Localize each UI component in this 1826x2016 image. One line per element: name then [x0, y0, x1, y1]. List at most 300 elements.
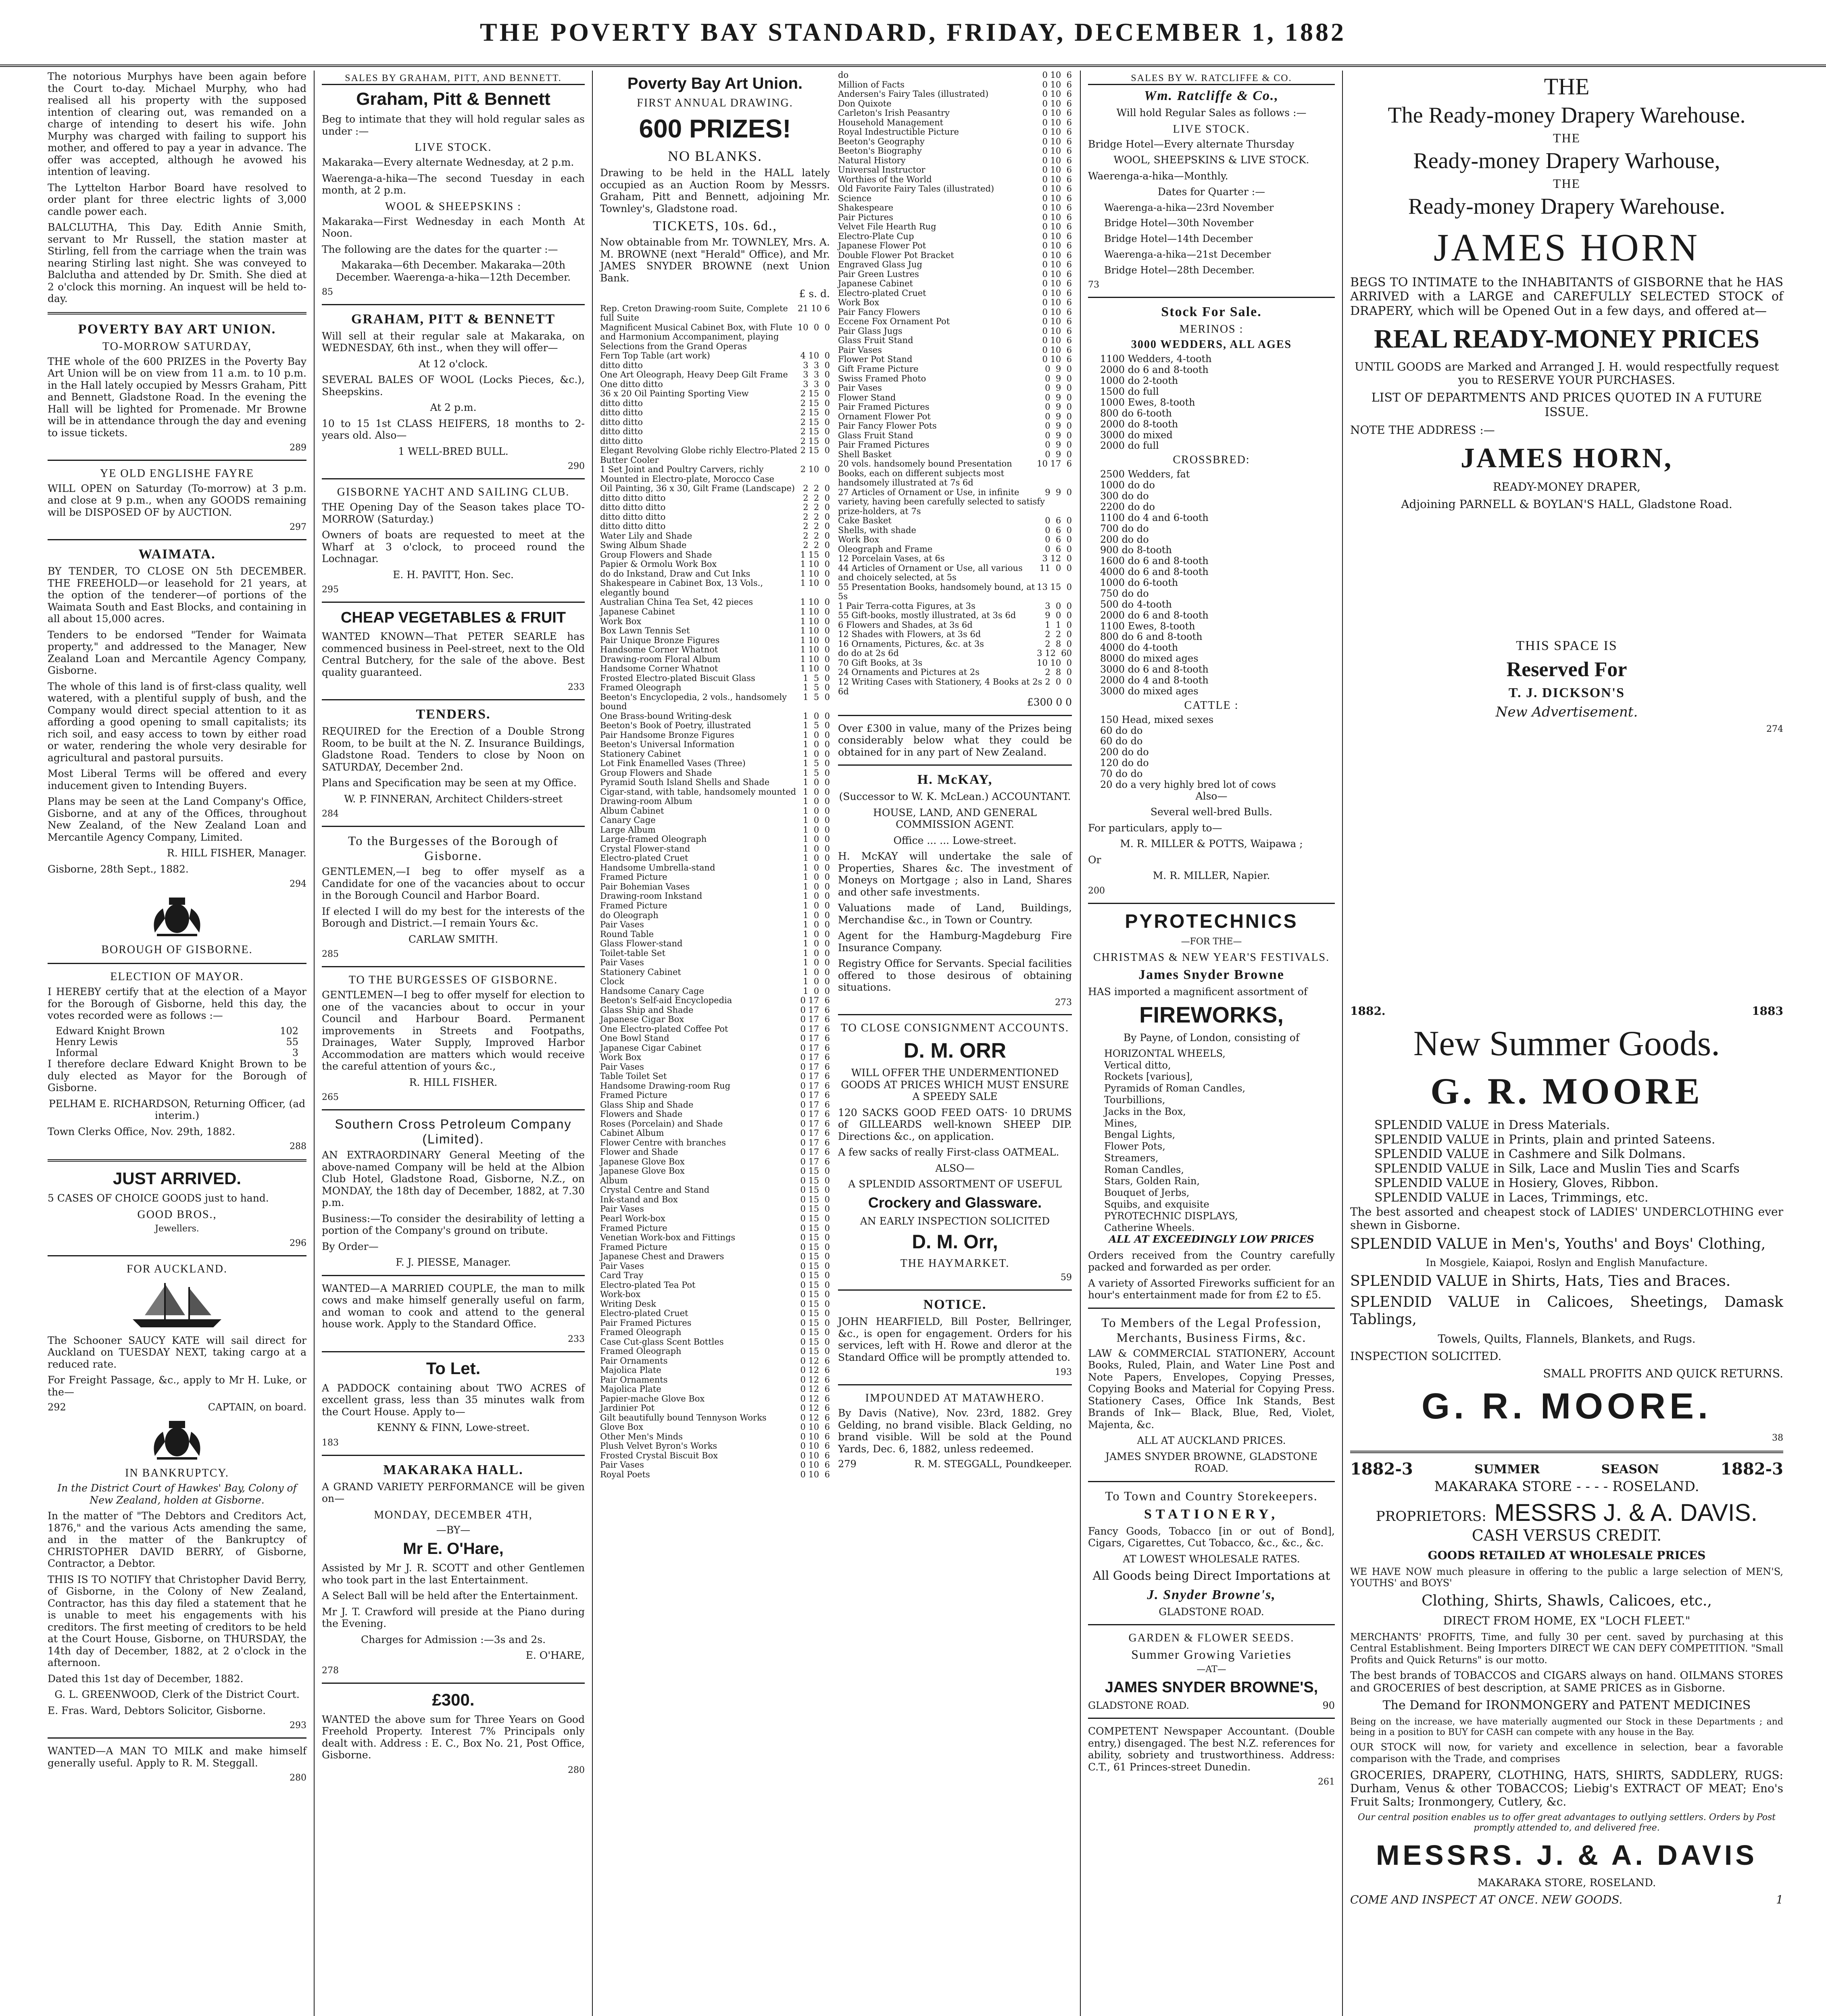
pyro-item: Jacks in the Box,	[1104, 1106, 1186, 1117]
let-sign: KENNY & FINN, Lowe-street.	[377, 1422, 530, 1434]
prize-row	[838, 108, 1072, 118]
prize-item: 70 Gift Books, at 3s	[838, 658, 923, 668]
prize-item: Flower Centre with branches	[600, 1137, 726, 1148]
prize-price: 1 0 0	[803, 967, 830, 977]
prize-row	[600, 1271, 830, 1281]
prize-item: Work Box	[838, 298, 880, 308]
stock-row: 60 do do	[1100, 735, 1143, 747]
fayre-no: 297	[290, 522, 306, 533]
prize-price: 1 10 0	[800, 654, 830, 664]
prize-price: 0 10 6	[1042, 335, 1072, 346]
prize-price: 1 0 0	[803, 777, 830, 787]
prize-row	[838, 260, 1072, 270]
pyro-item: Roman Candles,	[1104, 1164, 1184, 1175]
prize-row	[600, 1328, 830, 1337]
artunion-tickets-body: Now obtainable from Mr. TOWNLEY, Mrs. A. M. BROWNE (next "Herald" Office), and Mr. JAMES SNYDER BROWNE (next Union Bank.	[600, 236, 830, 284]
prize-item: Oil Painting, 36 x 30, Gilt Frame (Landscape)	[600, 483, 795, 494]
garden-addr: GLADSTONE ROAD.	[1088, 1700, 1190, 1712]
prize-row	[838, 137, 1072, 147]
prize-row	[600, 1185, 830, 1195]
auckland-body2: For Freight Passage, &c., apply to Mr H. Luke, or the—	[48, 1374, 306, 1398]
prize-price: 0 17 6	[800, 1043, 830, 1053]
prize-row	[600, 1043, 830, 1053]
prize-row	[600, 1385, 830, 1394]
prize-price: 0 10 6	[1042, 108, 1072, 118]
cattle-no: 200	[1088, 885, 1105, 896]
divider	[48, 1159, 306, 1162]
prize-item: 44 Articles of Ornament or Use, all various and choicely selected, at 5s	[838, 563, 1023, 583]
prize-row	[600, 1422, 830, 1432]
tenders-no: 284	[322, 809, 339, 819]
prize-item: 1 Pair Terra-cotta Figures, at 3s	[838, 601, 976, 611]
royal-crest-icon	[147, 894, 207, 939]
prize-price: 0 10 6	[1042, 203, 1072, 213]
prize-row	[600, 731, 830, 740]
prize-row	[838, 118, 1072, 128]
waimata-title: WAIMATA.	[138, 547, 216, 562]
prize-row	[600, 427, 830, 437]
davis-demand: The Demand for IRONMONGERY and PATENT MEDICINES	[1382, 1698, 1751, 1713]
prize-price: 0 15 0	[800, 1204, 830, 1214]
prize-item: Beeton's Geography	[838, 136, 925, 146]
prize-price: 0 9 0	[1045, 449, 1072, 459]
prize-price: 0 17 6	[800, 1100, 830, 1110]
garden-title: GARDEN & FLOWER SEEDS.	[1128, 1632, 1294, 1645]
wool-heading: WOOL & SHEEPSKINS :	[385, 200, 521, 213]
prize-price: 1 10 0	[800, 626, 830, 636]
prize-row	[838, 658, 1072, 668]
divider	[1088, 1481, 1335, 1482]
prize-item: Beeton's Universal Information	[600, 739, 735, 750]
crossbred-list	[1088, 469, 1335, 696]
prize-price: 0 15 0	[800, 1270, 830, 1281]
hall-sign: E. O'HARE,	[525, 1649, 585, 1662]
prize-row	[600, 351, 830, 361]
stock-row: 20 do a very highly bred lot of cows	[1100, 779, 1276, 790]
vote-count: 3	[292, 1047, 298, 1058]
gpb2-time2: At 2 p.m.	[430, 402, 477, 414]
vote-count: 102	[280, 1025, 298, 1037]
prize-item: Pyramid South Island Shells and Shade	[600, 777, 770, 787]
prize-row	[600, 1460, 830, 1470]
horn-body2: UNTIL GOODS are Marked and Arranged J. H. would respectfully request you to RESERVE YOUR PURCHASES.	[1355, 360, 1779, 387]
prize-item: 55 Presentation Books, handsomely bound, at 5s	[838, 582, 1035, 602]
prize-item: Card Tray	[600, 1270, 644, 1281]
prize-price: 0 10 6	[1042, 231, 1072, 241]
election-declare: I therefore declare Edward Knight Brown to be duly elected as Mayor for the Borough of Gisborne.	[48, 1058, 306, 1094]
moore-calicoes: SPLENDID VALUE in Calicoes, Sheetings, Damask Tablings,	[1350, 1294, 1783, 1328]
town-title: To Town and Country Storekeepers.	[1105, 1488, 1318, 1503]
auckland-footer	[48, 1402, 306, 1413]
prize-item: 27 Articles of Ornament or Use, in infinite variety, having been carefully selected to satisfy prize-holders, at 7s	[838, 487, 1045, 516]
prize-price: 1 1 0	[1045, 620, 1072, 630]
prize-price: 0 17 6	[800, 1014, 830, 1025]
stock-row: 120 do do	[1100, 757, 1149, 769]
pyro-body3: A variety of Assorted Fireworks sufficient for an hour's entertainment made for from £2 to £5.	[1088, 1277, 1335, 1301]
prize-price: 1 5 0	[803, 683, 830, 693]
divider	[322, 1351, 585, 1352]
prize-row	[600, 598, 830, 607]
prize-row	[838, 298, 1072, 308]
year-left: 1882.	[1350, 1004, 1386, 1018]
prize-row	[600, 522, 830, 531]
prize-item: Handsome Corner Whatnot	[600, 645, 718, 655]
prize-price: 0 15 0	[800, 1299, 830, 1309]
prize-item: Ornament Flower Pot	[838, 411, 931, 421]
prize-price: 0 17 6	[800, 1109, 830, 1119]
prize-row	[838, 213, 1072, 223]
election-office: Town Clerks Office, Nov. 29th, 1882.	[48, 1125, 236, 1137]
prize-price: 1 0 0	[803, 862, 830, 873]
prize-row	[600, 645, 830, 655]
prize-price: 1 10 0	[800, 664, 830, 674]
moore-body: The best assorted and cheapest stock of LADIES' UNDERCLOTHING ever shewn in Gisborne.	[1350, 1205, 1783, 1232]
prize-item: Pair Framed Pictures	[838, 440, 930, 450]
davis-list: GROCERIES, DRAPERY, CLOTHING, HATS, SHIRTS, SADDLERY, RUGS: Durham, Venus & other TOBACCOS; Liebig's EXTRACT OF MEAT; Eno's Fruit Salts; Ironmongery, Cutlery, &c.	[1350, 1768, 1783, 1809]
ratcliffe-q3: Bridge Hotel—14th December	[1104, 233, 1253, 245]
prize-row	[600, 1081, 830, 1091]
burg-body: GENTLEMEN,—I beg to offer myself as a Candidate for one of the vacancies about to occur in the Borough Council and Harbor Board.	[322, 866, 585, 902]
horn-sub: READY-MONEY DRAPER,	[1492, 480, 1641, 494]
hall-body: A GRAND VARIETY PERFORMANCE will be given on—	[322, 1481, 585, 1505]
prize-item: Stationery Cabinet	[600, 749, 681, 759]
davis-body4: Being on the increase, we have materially augmented our Stock in these Departments ; and being in a position to BUY for CASH can compete with any house in the Bay.	[1350, 1716, 1783, 1737]
livestock-heading: LIVE STOCK.	[415, 141, 492, 154]
auckland-title: FOR AUCKLAND.	[126, 1262, 228, 1275]
prize-item: Handsome Corner Whatnot	[600, 664, 718, 674]
prize-row	[600, 437, 830, 446]
prize-item: Group Flowers and Shade	[600, 768, 712, 778]
prize-item: Pair Green Lustres	[838, 269, 919, 279]
divider	[322, 1109, 585, 1110]
gpb-dates-no: 85	[322, 287, 333, 297]
pyro-item: PYROTECHNIC DISPLAYS,	[1104, 1210, 1238, 1222]
burg-no: 285	[322, 949, 339, 960]
prize-item: Pair Unique Bronze Figures	[600, 635, 720, 645]
pound-sign: R. M. STEGGALL, Poundkeeper.	[914, 1458, 1072, 1470]
stock-row: 1100 do 4 and 6-tooth	[1100, 512, 1209, 523]
divider	[1088, 1624, 1335, 1625]
cross-heading: CROSSBRED:	[1173, 454, 1250, 467]
prize-row	[600, 1148, 830, 1157]
prize-footer: Over £300 in value, many of the Prizes being considerably below what they could be obtained for in any part of New Zealand.	[838, 722, 1072, 758]
prize-price: 1 0 0	[803, 872, 830, 882]
horn-title: JAMES HORN	[1433, 226, 1700, 269]
fayre-title: YE OLD ENGLISHE FAYRE	[100, 467, 254, 480]
prize-item: Pair Handsome Bronze Figures	[600, 730, 734, 740]
prize-row	[600, 873, 830, 882]
davis-addr: MAKARAKA STORE, ROSELAND.	[1477, 1877, 1656, 1889]
mckay-sub: (Successor to W. K. McLean.) ACCOUNTANT.	[839, 791, 1071, 803]
arrived-sub: Jewellers.	[155, 1223, 199, 1234]
davis-wholesale: GOODS RETAILED AT WHOLESALE PRICES	[1428, 1548, 1706, 1562]
prize-item: Album Cabinet	[600, 806, 664, 816]
orr-title: D. M. ORR	[903, 1039, 1007, 1063]
stock-row: 1000 do 2-tooth	[1100, 375, 1178, 387]
prize-item: ditto ditto	[600, 436, 643, 446]
prize-row	[838, 308, 1072, 317]
space-ad: New Advertisement.	[1495, 704, 1638, 721]
prize-row	[600, 1025, 830, 1034]
column-3	[593, 71, 1081, 2016]
prize-item: Album	[600, 1175, 628, 1185]
prize-price: 0 15 0	[800, 1233, 830, 1243]
prize-item: Eccene Fox Ornament Pot	[838, 317, 950, 327]
artunion-no: 289	[290, 443, 306, 453]
prize-row	[600, 958, 830, 968]
prize-row	[600, 1404, 830, 1413]
stock-row: 500 do 4-tooth	[1100, 598, 1172, 610]
prize-item: Elegant Revolving Globe richly Electro-Plated Butter Cooler	[600, 446, 797, 465]
bankruptcy-title: IN BANKRUPTCY.	[125, 1467, 229, 1480]
prize-item: Carleton's Irish Peasantry	[838, 108, 950, 118]
hall-body2: Assisted by Mr J. R. SCOTT and other Gentlemen who took part in the last Entertainment.	[322, 1562, 585, 1586]
ratcliffe-livestock: LIVE STOCK.	[1173, 123, 1250, 135]
prize-row	[838, 602, 1072, 611]
prize-item: Venetian Work-box and Fittings	[600, 1233, 736, 1243]
prize-row	[600, 977, 830, 987]
mckay-body: H. McKAY will undertake the sale of Properties, Shares &c. The investment of Moneys on Mortgage ; also in Land, Shares and other safe investments.	[838, 850, 1072, 898]
prize-row	[600, 891, 830, 901]
spacer	[1350, 515, 1783, 636]
prize-price: 0 6 0	[1045, 516, 1072, 526]
cattle-or: Or	[1088, 854, 1101, 866]
prize-row	[600, 1243, 830, 1252]
prize-row	[600, 721, 830, 731]
legal-body: LAW & COMMERCIAL STATIONERY, Account Books, Ruled, Plain, and Water Line Post and Note Papers, Envelopes, Copying Presses, Copying Books and Material for Copying Press. Stationery Cases, Office Ink Stands, Best Brands of Ink— Black, Blue, Red, Violet, Majenta, &c.	[1088, 1347, 1335, 1431]
prize-item: do	[838, 71, 849, 80]
prize-item: Pair Ornaments	[600, 1375, 668, 1385]
prize-price: 1 0 0	[803, 730, 830, 740]
horn-prices: REAL READY-MONEY PRICES	[1374, 324, 1759, 354]
prize-item: ditto ditto	[600, 398, 643, 408]
space-title: THIS SPACE IS	[1516, 638, 1618, 654]
prize-row	[838, 241, 1072, 251]
prize-price: 0 15 0	[800, 1346, 830, 1356]
prize-row	[838, 450, 1072, 460]
cattle-particulars: For particulars, apply to—	[1088, 822, 1222, 834]
pound-title: IMPOUNDED AT MATAWHERO.	[865, 1392, 1045, 1405]
prize-row	[600, 418, 830, 427]
prize-price: 1 10 0	[800, 578, 830, 588]
prize-price: 1 0 0	[803, 853, 830, 863]
prize-price: 0 10 6	[1042, 165, 1072, 175]
prize-row	[600, 1214, 830, 1224]
prize-price: 1 10 0	[800, 569, 830, 579]
prize-price: 0 9 0	[1045, 430, 1072, 440]
prize-price: 0 15 0	[800, 1327, 830, 1337]
yacht-no: 295	[322, 585, 339, 595]
pound-no: 279	[838, 1458, 857, 1470]
prize-row	[838, 412, 1072, 422]
prize-price: 0 10 6	[1042, 288, 1072, 298]
prize-item: Japanese Chest and Drawers	[600, 1252, 724, 1262]
bankruptcy-body: In the matter of "The Debtors and Creditors Act, 1876," and the various Acts amending the same, and in the matter of the Bankruptcy of CHRISTOPHER DAVID BERRY, of Gisborne, Contractor, a Debtor.	[48, 1510, 306, 1570]
prize-item: Toilet-table Set	[600, 948, 665, 958]
column-1	[40, 71, 315, 2016]
prize-price: 0 17 6	[800, 996, 830, 1006]
arrived-firm: GOOD BROS.,	[137, 1208, 217, 1221]
stock-row: 4000 do 6 and 8-tooth	[1100, 566, 1209, 578]
divider	[48, 460, 306, 461]
davis-title: MESSRS J. & A. DAVIS.	[1494, 1499, 1758, 1526]
prize-item: Beeton's Self-aid Encyclopedia	[600, 996, 732, 1006]
cattle-also: Also—	[1195, 790, 1228, 802]
yacht-sign: E. H. PAVITT, Hon. Sec.	[393, 569, 514, 581]
artunion-title: POVERTY BAY ART UNION.	[78, 321, 276, 337]
prize-row	[838, 402, 1072, 412]
garden-at: —AT—	[1196, 1664, 1226, 1675]
divider	[1088, 903, 1335, 904]
prize-price: 0 15 0	[800, 1337, 830, 1347]
prize-price: 0 10 6	[800, 1469, 830, 1479]
stationery-title: STATIONERY,	[1144, 1506, 1279, 1522]
space-no: 274	[1766, 724, 1783, 735]
burg-sign: CARLAW SMITH.	[408, 933, 498, 945]
prize-price: 1 0 0	[803, 739, 830, 750]
prize-row	[600, 854, 830, 863]
divider	[838, 1014, 1072, 1015]
prize-price: 0 17 6	[800, 1005, 830, 1015]
pyro-item: Squibs, and exquisite	[1104, 1199, 1209, 1210]
vote-row	[48, 1037, 306, 1048]
prize-price: 0 10 6	[1042, 71, 1072, 80]
prize-item: Electro-plated Cruet	[838, 288, 926, 298]
prize-item: Pair Fancy Flowers	[838, 307, 920, 317]
prize-row	[838, 317, 1072, 327]
prize-item: Double Flower Pot Bracket	[838, 250, 954, 260]
prize-price: 0 10 6	[1042, 345, 1072, 355]
election-body: I HEREBY certify that at the election of a Mayor for the Borough of Gisborne, held this day, the votes recorded were as follows :—	[48, 986, 306, 1022]
davis-body: WE HAVE NOW much pleasure in offering to the public a large selection of MEN'S, YOUTHS' and BOYS'	[1350, 1566, 1783, 1589]
prize-price: 2 15 0	[800, 436, 830, 446]
burg2-body: GENTLEMEN—I beg to offer myself for election to one of the vacancies about to occur in your Council and Harbour Board. Permanent improvements in Streets and Footpaths, Drainages, Water Supply, Improved Harbor Accommodation are matters which would receive the careful attention of yours &c.,	[322, 989, 585, 1073]
prize-row	[838, 431, 1072, 441]
prize-price: 2 2 0	[803, 502, 830, 512]
prize-price: 0 10 6	[1042, 98, 1072, 108]
stock-row: 70 do do	[1100, 768, 1143, 780]
prize-row	[600, 816, 830, 825]
prize-row	[600, 1281, 830, 1290]
prize-item: Pair Vases	[600, 920, 644, 930]
moore-item: SPLENDID VALUE in Dress Materials.	[1374, 1118, 1610, 1132]
schooner-icon	[117, 1279, 238, 1331]
prize-row	[600, 844, 830, 854]
prize-row	[600, 712, 830, 721]
pyro-item: Stars, Golden Rain,	[1104, 1175, 1200, 1187]
prize-item: Glass Fruit Stand	[838, 430, 913, 440]
prize-row	[600, 1062, 830, 1072]
auckland-no: 292	[48, 1402, 66, 1413]
davis-proprietors	[1350, 1499, 1783, 1527]
notice-no: 193	[1055, 1367, 1072, 1378]
prize-row	[600, 1166, 830, 1176]
prize-item: Large-framed Oleograph	[600, 834, 707, 844]
prize-price: 0 12 6	[800, 1375, 830, 1385]
ratcliffe-rl1: Bridge Hotel—Every alternate Thursday	[1088, 138, 1294, 150]
prize-row	[600, 1072, 830, 1081]
gpb-body: Beg to intimate that they will hold regular sales as under :—	[322, 113, 585, 137]
prize-item: 12 Shades with Flowers, at 3s 6d	[838, 629, 981, 639]
moore-item: SPLENDID VALUE in Hosiery, Gloves, Ribbon.	[1374, 1176, 1659, 1190]
prize-price: 1 5 0	[803, 721, 830, 731]
prize-row	[838, 611, 1072, 621]
prize-row	[600, 1394, 830, 1404]
prize-item: Majolica Plate	[600, 1365, 661, 1375]
artunion-right	[838, 71, 1072, 1479]
prize-item: Box Lawn Tennis Set	[600, 626, 690, 636]
prize-item: ditto ditto	[600, 408, 643, 418]
gpb-ls2: Waerenga-a-hika—The second Tuesday in each month, at 2 p.m.	[322, 172, 585, 196]
prize-item: Japanese Glove Box	[600, 1156, 685, 1166]
prize-item: ditto ditto ditto	[600, 512, 666, 522]
news-murphys: The notorious Murphys have been again before the Court to-day. Michael Murphy, who had realised all his property with the supposed intention of clearing out, was remanded on a charge of intending to desert his wife. John Murphy was charged with failing to support his mother, and offered to pay a year in advance. The offer was accepted, although he avowed his intention of leaving.	[48, 71, 306, 177]
prize-item: Papier & Ormolu Work Box	[600, 559, 717, 569]
gpb-dates: Makaraka—6th December. Makaraka—20th December. Waerenga-a-hika—12th December.	[336, 259, 571, 283]
stationery-body: Fancy Goods, Tobacco [in or out of Bond], Cigars, Cigarettes, Cut Tobacco, &c., &c., &c.	[1088, 1525, 1335, 1549]
divider	[1088, 1718, 1335, 1719]
prize-row	[838, 146, 1072, 156]
prize-price: 0 10 6	[1042, 222, 1072, 232]
stock-row: 1600 do 6 and 8-tooth	[1100, 555, 1209, 567]
prize-price: 1 5 0	[803, 673, 830, 683]
prize-item: Frosted Electro-plated Biscuit Glass	[600, 673, 755, 683]
prize-item: 12 Porcelain Vases, at 6s	[838, 554, 945, 564]
notice-title: NOTICE.	[923, 1297, 987, 1312]
prize-price: 0 10 6	[1042, 89, 1072, 99]
davis-cash: CASH VERSUS CREDIT.	[1472, 1526, 1662, 1544]
prize-price: 1 0 0	[803, 977, 830, 987]
prize-item: Pair Vases	[838, 383, 882, 393]
prize-row	[838, 649, 1072, 658]
divider	[1088, 297, 1335, 298]
prize-price: 10 17 6	[1037, 459, 1072, 469]
prize-item: Framed Picture	[600, 1090, 667, 1100]
prize-price: 0 10 6	[1042, 241, 1072, 251]
prize-item: Swiss Framed Photo	[838, 373, 926, 383]
waimata-body: BY TENDER, TO CLOSE ON 5th DECEMBER. THE FREEHOLD—or leasehold for 21 years, at the option of the tenderer—of portions of the Waimata South and East Blocks, and containing in all about 15,000 acres.	[48, 565, 306, 625]
prize-price: 0 15 0	[800, 1318, 830, 1328]
prize-price: 0 10 6	[1042, 155, 1072, 165]
prize-item: Japanese Cabinet	[600, 607, 675, 616]
election-no: 288	[290, 1141, 306, 1152]
drapery-the2: THE	[1553, 131, 1581, 145]
season-bar	[1350, 1460, 1783, 1479]
horn-addr: Adjoining PARNELL & BOYLAN'S HALL, Gladstone Road.	[1401, 498, 1732, 511]
drapery-line1: The Ready-money Drapery Warehouse.	[1388, 103, 1746, 128]
prize-item: Pair Vases	[600, 1261, 644, 1271]
divider	[322, 304, 585, 305]
prize-row	[600, 380, 830, 389]
prize-row	[838, 80, 1072, 90]
stock-row: 800 do 6-tooth	[1100, 407, 1172, 419]
prize-row	[838, 526, 1072, 535]
prize-row	[838, 175, 1072, 185]
prize-item: Case Cut-glass Scent Bottles	[600, 1337, 724, 1347]
prize-price: 1 5 0	[803, 692, 830, 702]
moore-title: G. R. MOORE	[1430, 1070, 1703, 1112]
prize-price: 21 10 6	[797, 303, 830, 313]
prize-row	[838, 421, 1072, 431]
prize-price: 2 15 0	[800, 408, 830, 418]
yacht-body2: Owners of boats are requested to meet at the Wharf at 3 o'clock, to proceed round the Lochnagar.	[322, 529, 585, 565]
prize-row	[600, 550, 830, 560]
prize-row	[600, 484, 830, 494]
prize-row	[838, 222, 1072, 232]
prize-item: Science	[838, 193, 872, 203]
prize-item: 12 Writing Cases with Stationery, 4 Books at 2s 6d	[838, 677, 1042, 696]
prize-item: Work Box	[600, 616, 642, 626]
